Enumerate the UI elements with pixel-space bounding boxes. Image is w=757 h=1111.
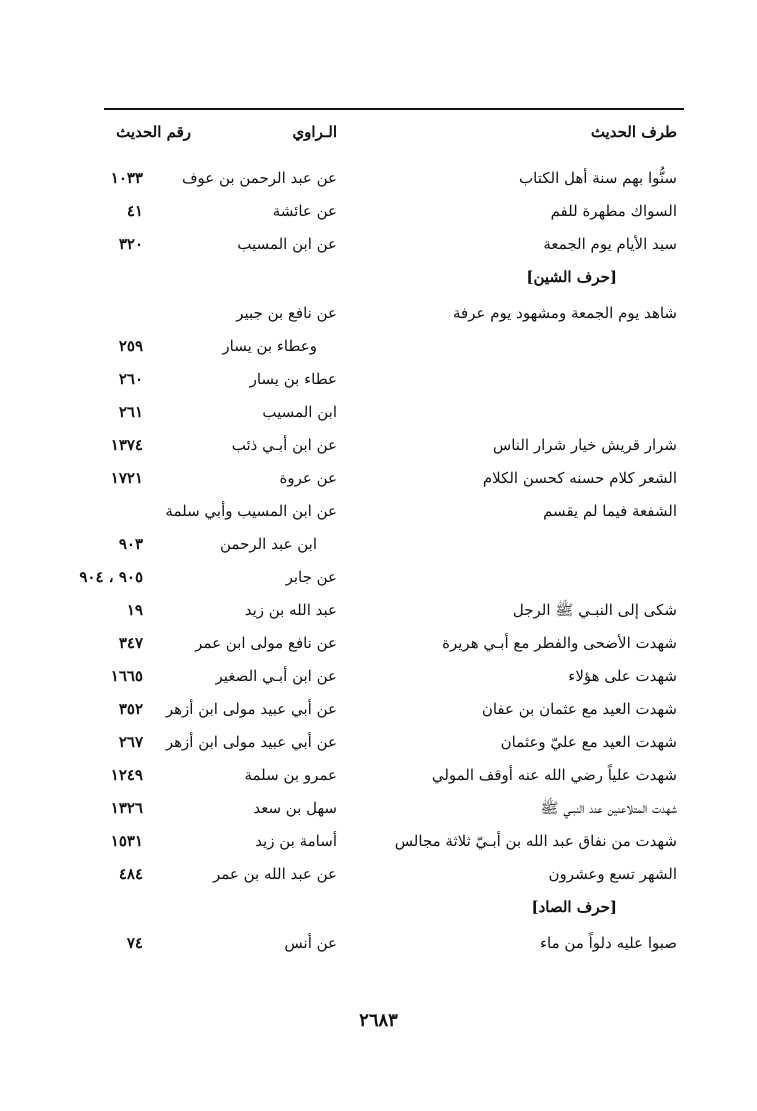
table-row <box>0 631 757 664</box>
table-row <box>0 796 757 829</box>
rawi-text: عن أنس <box>284 934 337 952</box>
hadith-text: سيد الأيام يوم الجمعة <box>543 235 677 253</box>
rawi-text: عن نافع مولى ابن عمر <box>195 634 337 652</box>
rawi-text: عن أبي عبيد مولى ابن أزهر <box>165 700 337 718</box>
table-row <box>0 466 757 499</box>
table-row <box>0 433 757 466</box>
rawi-text: عن ابن أبـي الصغير <box>215 667 337 685</box>
table-row <box>0 232 757 265</box>
table-row <box>0 763 757 796</box>
hadith-text: شهدت المتلاعنين عند النبـي ﷺ <box>540 799 677 817</box>
rawi-text: عمرو بن سلمة <box>244 766 337 784</box>
table-row <box>0 166 757 199</box>
table-row <box>0 301 757 334</box>
hadith-number: ١٧٢١ <box>110 469 143 487</box>
hadith-number: ٣٢٠ <box>118 235 143 253</box>
hadith-number: ٩٠٣ <box>118 535 143 553</box>
table-row <box>0 532 757 565</box>
rawi-text: عن ابن المسيب وأبي سلمة <box>165 502 337 520</box>
hadith-number: ١٥٣١ <box>110 832 143 850</box>
header-rawi: الـراوي <box>292 123 337 141</box>
page-number: ٢٦٨٣ <box>359 1010 398 1031</box>
hadith-number: ٧٤ <box>126 934 143 952</box>
hadith-text: شهدت من نفاق عبد الله بن أبـيّ ثلاثة مجالس <box>394 832 677 850</box>
hadith-number: ١٩ <box>126 601 143 619</box>
hadith-number: ١٠٣٣ <box>110 169 143 187</box>
table-row <box>0 400 757 433</box>
hadith-number: ٢٦٧ <box>118 733 143 751</box>
table-row <box>0 367 757 400</box>
hadith-number: ٣٤٧ <box>118 634 143 652</box>
rawi-text: عن عبد الرحمن بن عوف <box>181 169 337 187</box>
table-row <box>0 931 757 964</box>
rawi-text: عطاء بن يسار <box>249 370 337 388</box>
header-number: رقم الحديث <box>116 123 191 141</box>
rawi-text: عن جابر <box>285 568 337 586</box>
hadith-number: ٢٦٠ <box>118 370 143 388</box>
rawi-text: وعطاء بن يسار <box>222 337 317 355</box>
table-row <box>0 829 757 862</box>
hadith-text: شاهد يوم الجمعة ومشهود يوم عرفة <box>453 304 677 322</box>
rawi-text: عن عائشة <box>272 202 337 220</box>
table-row <box>0 334 757 367</box>
table-row <box>0 862 757 895</box>
hadith-text: شهدت العيد مع عليّ وعثمان <box>500 733 677 751</box>
hadith-text: شهدت الأضحى والفطر مع أبـي هريرة <box>442 634 677 652</box>
hadith-number: ٩٠٥ ، ٩٠٤ <box>79 568 143 586</box>
table-header <box>0 120 757 144</box>
hadith-number: ٤١ <box>126 202 143 220</box>
rawi-text: عن أبي عبيد مولى ابن أزهر <box>165 733 337 751</box>
hadith-text: صبوا عليه دلواً من ماء <box>539 934 677 952</box>
table-row <box>0 697 757 730</box>
section-heading <box>0 265 757 301</box>
hadith-number: ٣٥٢ <box>118 700 143 718</box>
table-row <box>0 664 757 697</box>
hadith-number: ٢٦١ <box>118 403 143 421</box>
hadith-number: ٢٥٩ <box>118 337 143 355</box>
rawi-text: عن ابن المسيب <box>237 235 337 253</box>
hadith-text: شهدت على هؤلاء <box>568 667 677 685</box>
hadith-number: ١٦٦٥ <box>110 667 143 685</box>
hadith-text: سنُّوا بهم سنة أهل الكتاب <box>519 169 677 187</box>
section-label: [حرف الشين] <box>526 268 617 286</box>
hadith-number: ١٣٧٤ <box>110 436 143 454</box>
table-row <box>0 499 757 532</box>
header-hadith: طرف الحديث <box>590 123 677 141</box>
rawi-text: عن عروة <box>279 469 337 487</box>
hadith-number: ١٢٤٩ <box>110 766 143 784</box>
hadith-text: السواك مطهرة للفم <box>550 202 677 220</box>
table-row <box>0 598 757 631</box>
hadith-text: الشهر تسع وعشرون <box>548 865 677 883</box>
hadith-text: شرار قريش خيار شرار الناس <box>492 436 677 454</box>
hadith-text: الشعر كلام حسنه كحسن الكلام <box>482 469 677 487</box>
hadith-text: الشفعة فيما لم يقسم <box>543 502 677 520</box>
header-rule <box>104 108 684 110</box>
rawi-text: عبد الله بن زيد <box>244 601 337 619</box>
table-row <box>0 565 757 598</box>
rawi-text: ابن المسيب <box>262 403 337 421</box>
rawi-text: عن عبد الله بن عمر <box>212 865 337 883</box>
table-row <box>0 730 757 763</box>
rawi-text: عن ابن أبـي ذئب <box>231 436 337 454</box>
hadith-number: ٤٨٤ <box>118 865 143 883</box>
section-label: [حرف الصاد] <box>531 898 617 916</box>
section-heading <box>0 895 757 931</box>
rawi-text: سهل بن سعد <box>253 799 337 817</box>
index-table <box>0 166 757 964</box>
rawi-text: أسامة بن زيد <box>255 832 337 850</box>
table-row <box>0 199 757 232</box>
hadith-text: شهدت العيد مع عثمان بن عفان <box>481 700 677 718</box>
hadith-text: شكى إلى النبـي ﷺ الرجل <box>512 601 677 619</box>
rawi-text: ابن عبد الرحمن <box>219 535 317 553</box>
hadith-number: ١٣٢٦ <box>110 799 143 817</box>
hadith-text: شهدت علياً رضي الله عنه أوقف المولي <box>431 766 677 784</box>
rawi-text: عن نافع بن جبير <box>236 304 337 322</box>
